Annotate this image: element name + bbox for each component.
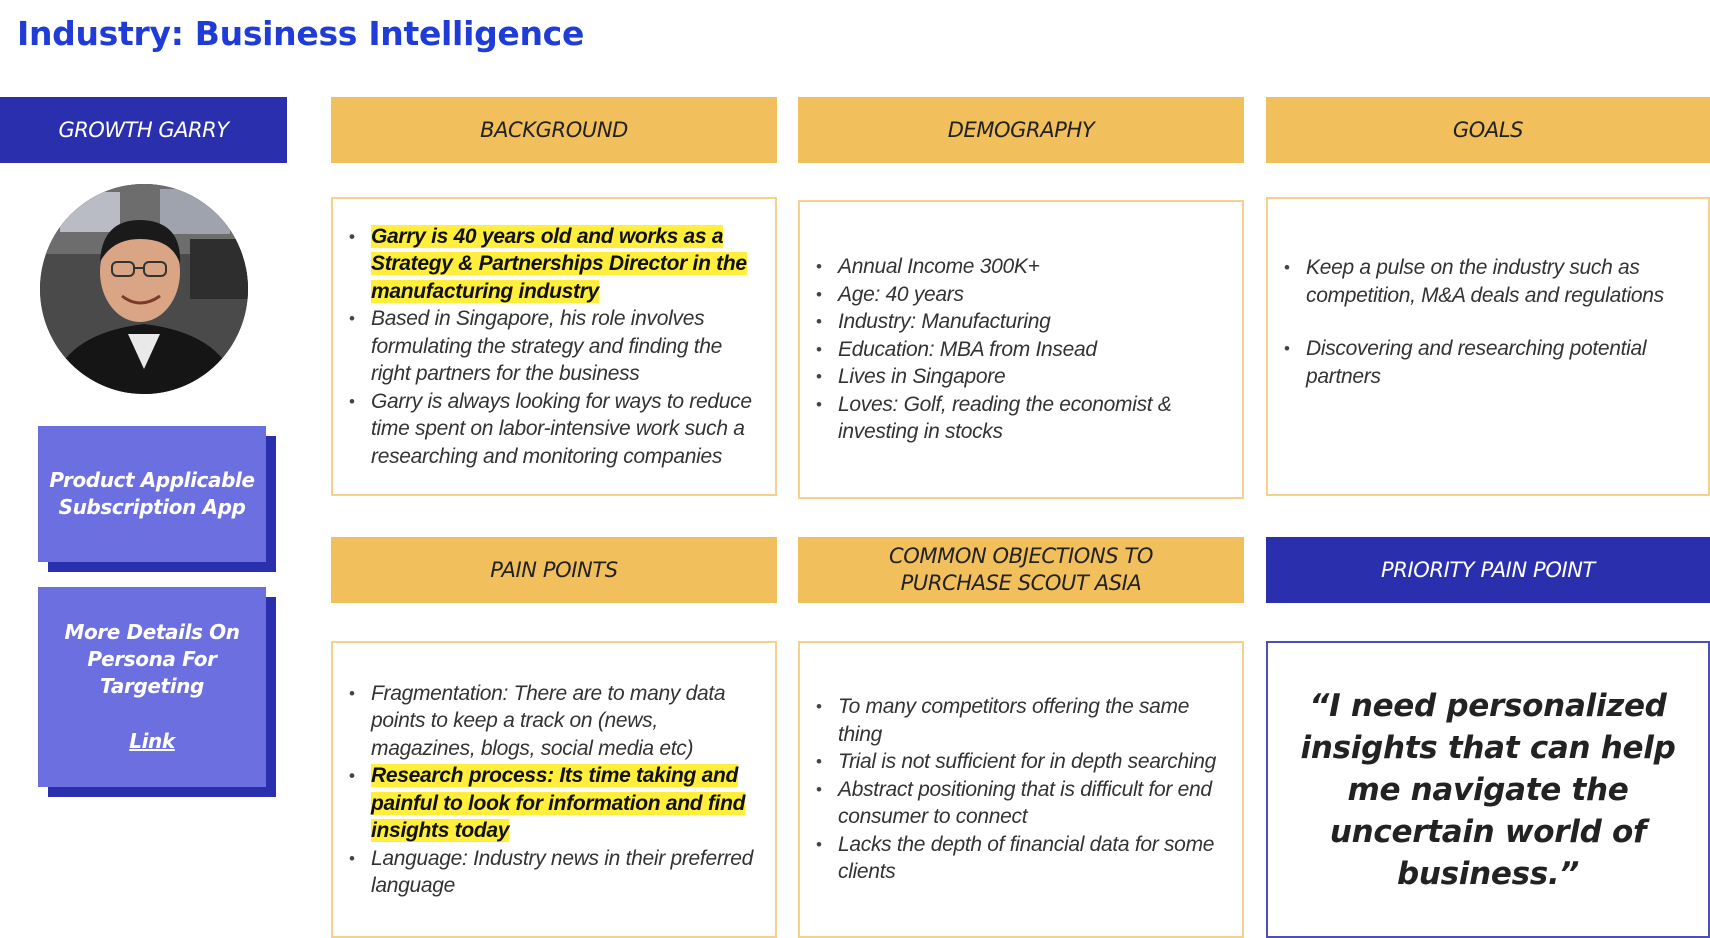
list-item: • Trial is not sufficient for in depth searching [838,748,1222,776]
persona-avatar [40,184,248,394]
background-header: BACKGROUND [331,97,777,163]
list-item [371,762,755,845]
persona-details-link[interactable]: Link [129,729,175,753]
pain-points-list [333,680,775,900]
list-item: • Fragmentation: There are to many data points to keep a track on (news, magazines, blogs, social media etc) [371,680,755,763]
product-applicable-card [38,426,266,562]
persona-details-text: More Details On Persona For Targeting [64,620,240,698]
pain-points-header: PAIN POINTS [331,537,777,603]
demography-list [800,253,1242,446]
objections-box [798,641,1244,938]
list-item: • Based in Singapore, his role involves formulating the strategy and finding the right partners for the business [371,305,755,388]
background-list [333,223,775,471]
persona-name-header: GROWTH GARRY [0,97,287,163]
list-item: • Abstract positioning that is difficult for end consumer to connect [838,776,1222,831]
list-item: • Industry: Manufacturing [838,308,1222,336]
goals-header: GOALS [1266,97,1710,163]
pain-points-box [331,641,777,938]
list-item: • Garry is always looking for ways to reduce time spent on labor-intensive work such a researching and monitoring companies [371,388,755,471]
goals-list [1268,254,1708,390]
list-item: • Language: Industry news in their preferred language [371,845,755,900]
persona-details-card [38,587,266,787]
highlighted-text: Research process: Its time taking and painful to look for information and find insights today [371,764,746,842]
priority-pain-point-header: PRIORITY PAIN POINT [1266,537,1710,603]
demography-header: DEMOGRAPHY [798,97,1244,163]
priority-quote: “I need personalized insights that can help me navigate the uncertain world of business.” [1300,687,1676,892]
objections-list [800,693,1242,886]
list-item: • Education: MBA from Insead [838,336,1222,364]
list-item: • Lives in Singapore [838,363,1222,391]
list-item [371,223,755,306]
person-photo-icon [40,184,248,394]
demography-box [798,200,1244,499]
background-box [331,197,777,496]
highlighted-text: Garry is 40 years old and works as a Strategy & Partnerships Director in the manufacturing industry [371,224,747,303]
priority-pain-point-box [1266,641,1710,938]
objections-header: COMMON OBJECTIONS TO PURCHASE SCOUT ASIA [798,537,1244,603]
list-item: • Lacks the depth of financial data for some clients [838,831,1222,886]
list-item: • Loves: Golf, reading the economist & investing in stocks [838,391,1222,446]
list-item: • Annual Income 300K+ [838,253,1222,281]
list-item: • Keep a pulse on the industry such as competition, M&A deals and regulations [1306,254,1688,309]
list-item: • To many competitors offering the same thing [838,693,1222,748]
page-title: Industry: Business Intelligence [17,14,585,53]
list-item: • Discovering and researching potential partners [1306,335,1688,390]
product-applicable-text: Product Applicable Subscription App [49,468,255,519]
list-item: • Age: 40 years [838,281,1222,309]
goals-box [1266,197,1710,496]
